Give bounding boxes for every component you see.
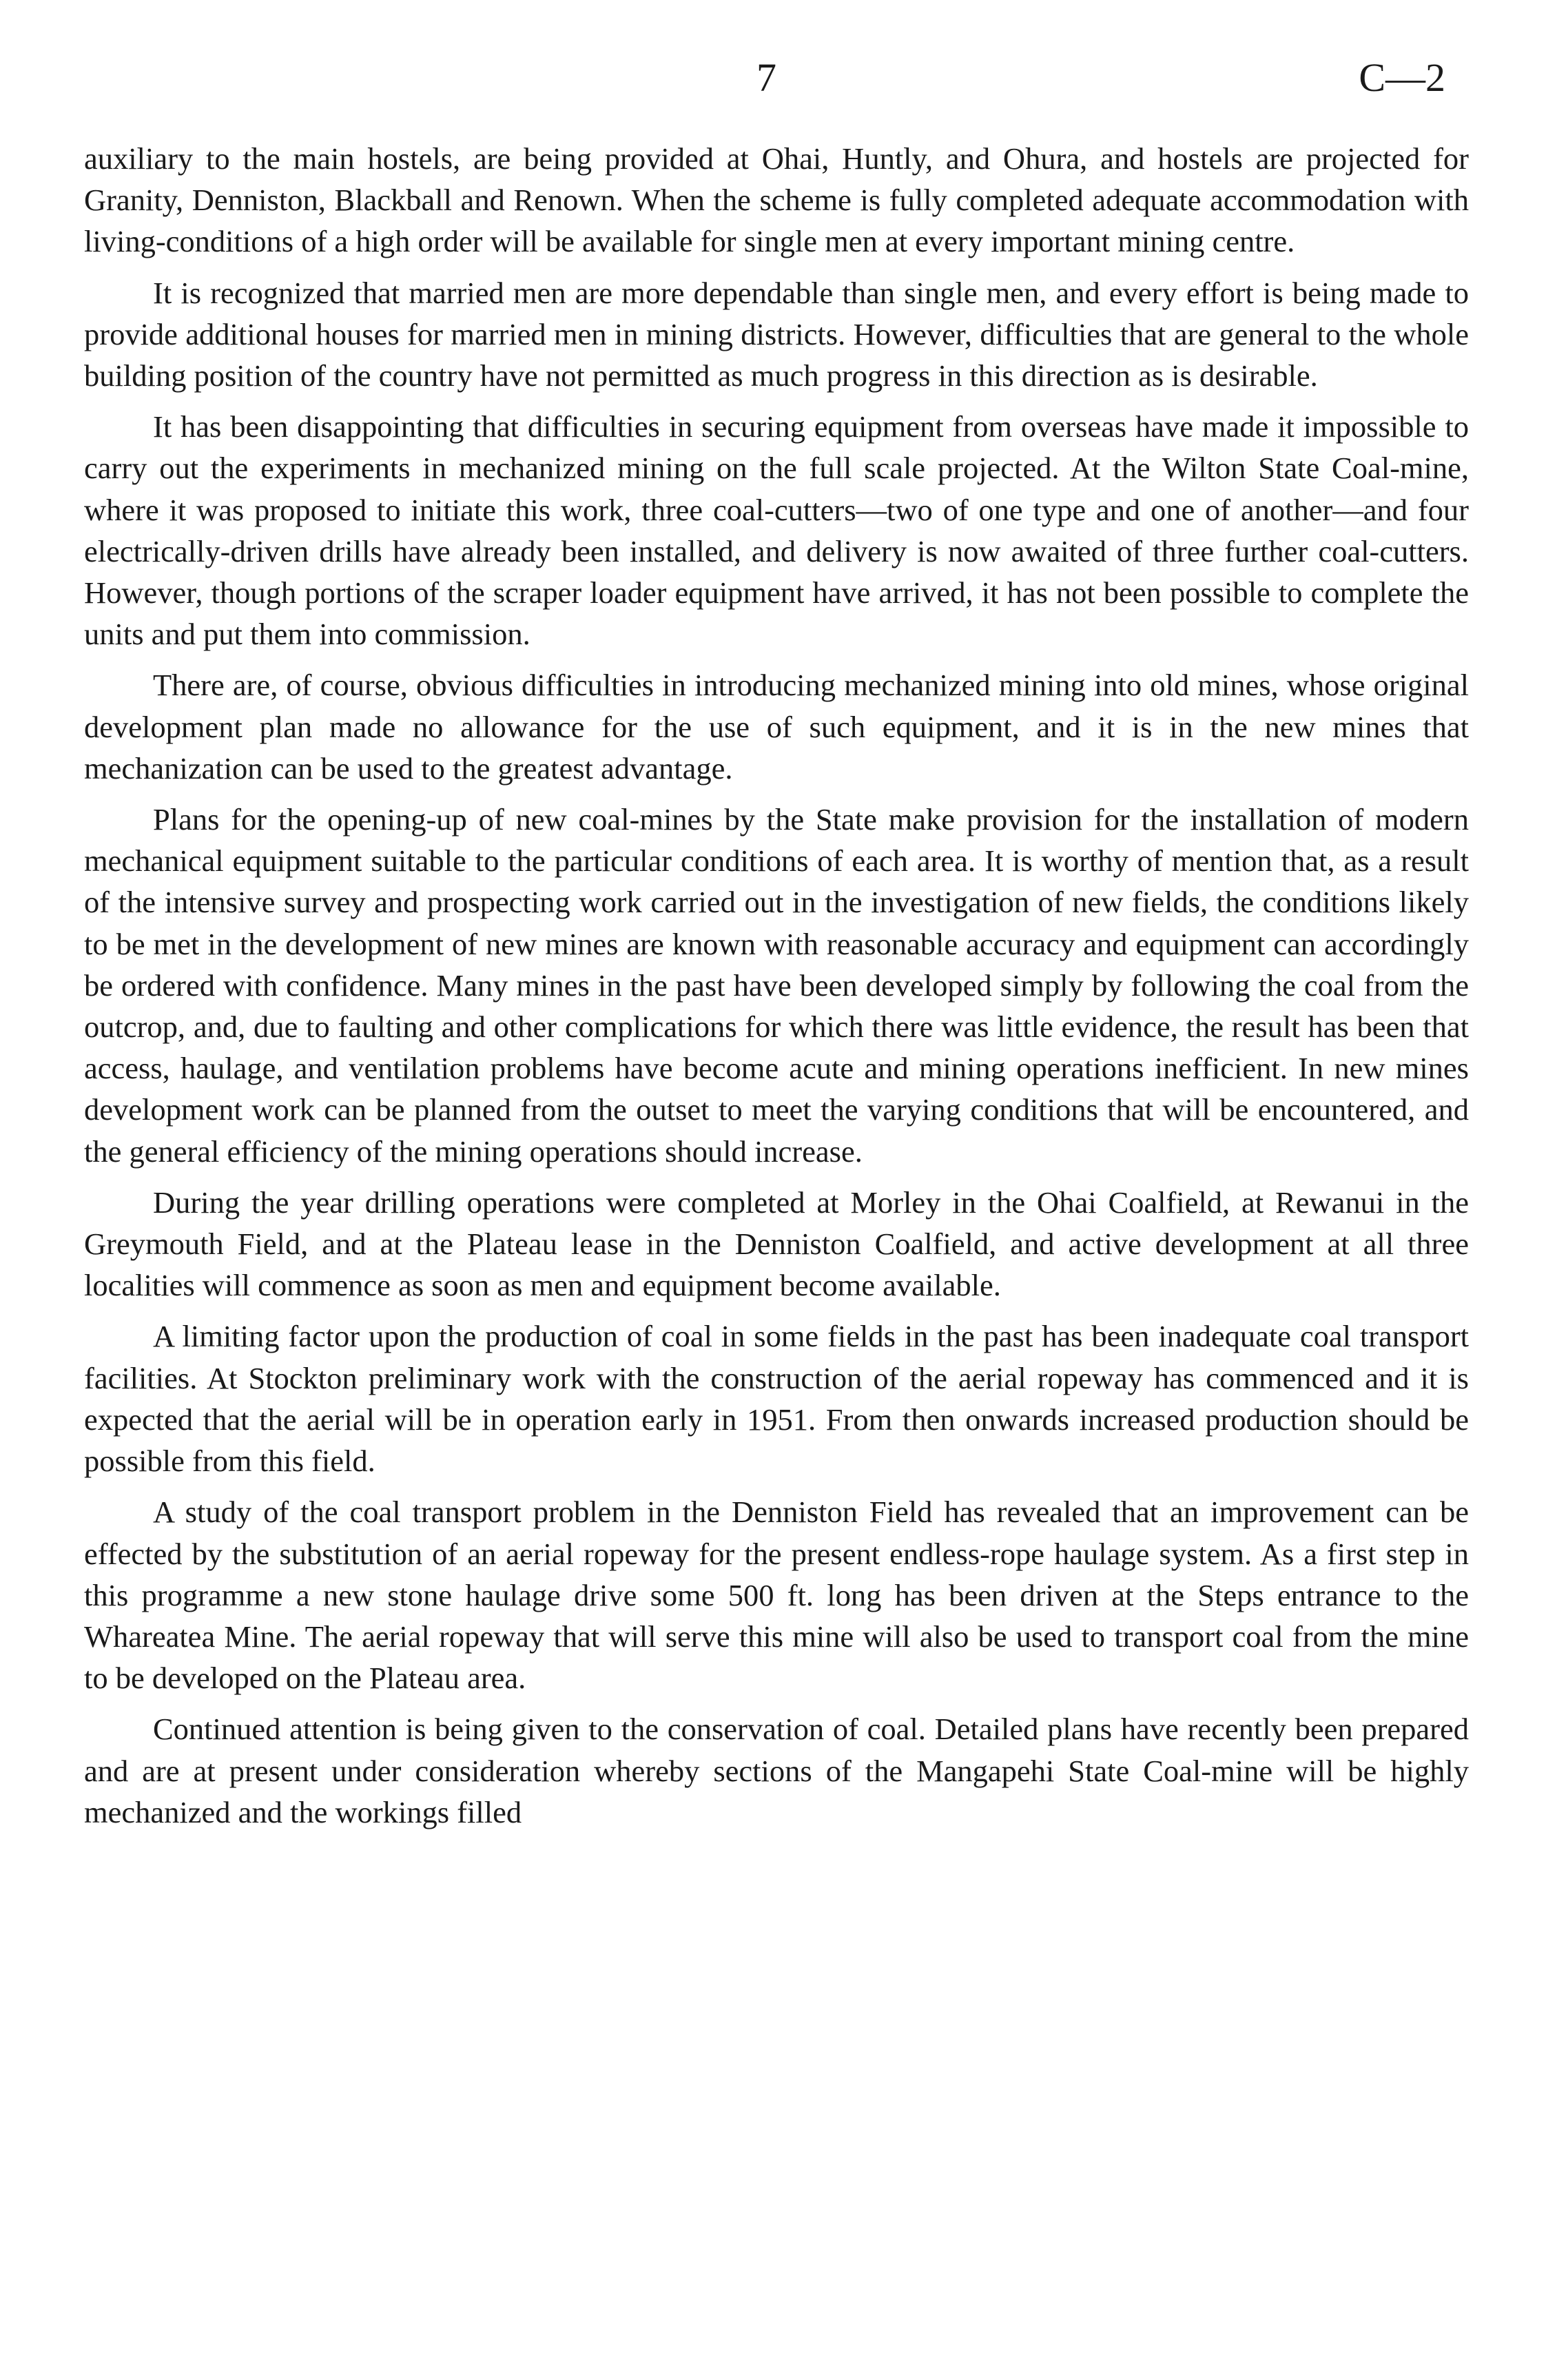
- paragraph-denniston-ropeway: A study of the coal transport problem in the Denniston Field has revealed that an improvement can be effected by the substitution of an aerial ropeway for the present endless-rope haulage system. As a first step in this programme a new stone haulage drive some 500 ft. long has been driven at the Steps entrance to the Whareatea Mine. The aerial ropeway that will serve this mine will also be used to transport coal from the mine to be developed on the Plateau area.: [84, 1495, 1469, 1696]
- document-reference: C—2: [1359, 55, 1445, 100]
- page-number: 7: [756, 55, 776, 100]
- body-text: [84, 138, 1469, 1843]
- paragraph-coal-transport-stockton: A limiting factor upon the production of coal in some fields in the past has been inadequate coal transport facilities. At Stockton preliminary work with the construction of the aerial ropeway has commenced and it is expected that the aerial will be in operation early in 1951. From then onwards increased production should be possible from this field.: [84, 1319, 1469, 1479]
- paragraph-new-coal-mines-plans: Plans for the opening-up of new coal-mines by the State make provision for the installation of modern mechanical equipment suitable to the particular conditions of each area. It is worthy of mention that, as a result of the intensive survey and prospecting work carried out in the investigation of new fields, the conditions likely to be met in the development of new mines are known with reasonable accuracy and equipment can accordingly be ordered with confidence. Many mines in the past have been developed simply by following the coal from the outcrop, and, due to faulting and other complications for which there was little evidence, the result has been that access, haulage, and ventilation problems have become acute and mining operations inefficient. In new mines development work can be planned from the outset to meet the varying conditions that will be encountered, and the general efficiency of the mining operations should increase.: [84, 802, 1469, 1169]
- page-header: [0, 47, 1546, 109]
- paragraph-hostels-continued: auxiliary to the main hostels, are being provided at Ohai, Huntly, and Ohura, and hostels are projected for Granity, Denniston, Blackball and Renown. When the scheme is fully completed adequate accommodation with living-conditions of a high order will be available for single men at every important mining centre.: [84, 141, 1469, 259]
- paragraph-drilling-operations: During the year drilling operations were completed at Morley in the Ohai Coalfield, at Rewanui in the Greymouth Field, and at the Plateau lease in the Denniston Coalfield, and active development at all three localities will commence as soon as men and equipment become available.: [84, 1184, 1469, 1303]
- paragraph-old-mines-difficulties: There are, of course, obvious difficulties in introducing mechanized mining into old mines, whose original development plan made no allowance for the use of such equipment, and it is in the new mines that mechanization can be used to the greatest advantage.: [84, 668, 1469, 786]
- paragraph-married-men-housing: It is recognized that married men are more dependable than single men, and every effort is being made to provide additional houses for married men in mining districts. However, difficulties that are general to the whole building position of the country have not permitted as much progress in this direction as is desirable.: [84, 275, 1469, 393]
- paragraph-coal-conservation: Continued attention is being given to the conservation of coal. Detailed plans have recently been prepared and are at present under consideration whereby sections of the Mangapehi State Coal-mine will be highly mechanized and the workings filled: [84, 1712, 1469, 1829]
- paragraph-mechanized-mining-equipment: It has been disappointing that difficulties in securing equipment from overseas have made it impossible to carry out the experiments in mechanized mining on the full scale projected. At the Wilton State Coal-mine, where it was proposed to initiate this work, three coal-cutters—two of one type and one of another—and four electrically-driven drills have already been installed, and delivery is now awaited of three further coal-cutters. However, though portions of the scraper loader equipment have arrived, it has not been possible to complete the units and put them into commission.: [84, 409, 1469, 652]
